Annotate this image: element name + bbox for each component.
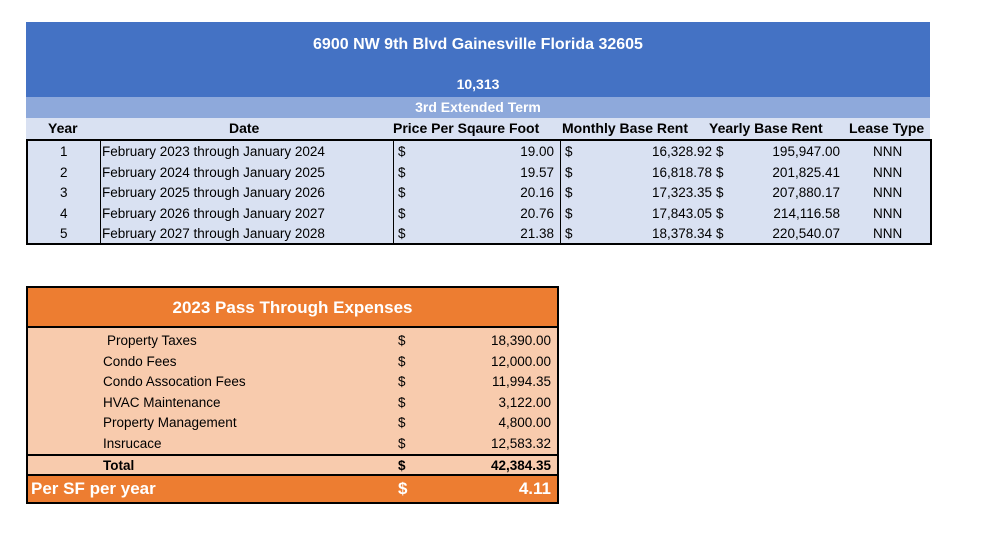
price-psf-cell: 20.76 xyxy=(520,205,554,221)
price-psf-cell: 19.57 xyxy=(520,164,554,180)
expense-amount: 18,390.00 xyxy=(490,333,551,348)
expense-label: HVAC Maintenance xyxy=(103,394,221,410)
expense-label: Condo Assocation Fees xyxy=(103,374,246,390)
expense-amount: 12,583.32 xyxy=(490,436,551,451)
list-item xyxy=(28,393,557,414)
col-header-price-psf: Price Per Sqaure Foot xyxy=(393,120,540,136)
yearly-rent-cell: 195,947.00 xyxy=(772,144,840,159)
monthly-rent-cell: 16,328.92 xyxy=(651,144,712,159)
list-item xyxy=(28,413,557,434)
price-psf-cell: 21.38 xyxy=(520,226,554,241)
expense-amount: 12,000.00 xyxy=(490,353,551,369)
expense-label: Insrucace xyxy=(103,436,162,451)
year-cell: 1 xyxy=(60,144,68,159)
yearly-rent-cell: 207,880.17 xyxy=(772,185,840,200)
total-amount: 42,384.35 xyxy=(490,458,551,473)
year-cell: 2 xyxy=(60,164,68,180)
year-cell: 4 xyxy=(60,205,68,221)
lease-table-body xyxy=(26,139,932,245)
lease-type-cell: NNN xyxy=(873,185,903,200)
lease-header xyxy=(26,22,930,97)
currency-symbol: $ xyxy=(398,205,406,221)
lease-type-cell: NNN xyxy=(873,164,903,180)
currency-symbol: $ xyxy=(565,144,573,159)
yearly-rent-cell: 201,825.41 xyxy=(772,164,840,180)
pass-through-expenses-table xyxy=(26,286,559,504)
currency-symbol: $ xyxy=(716,164,724,180)
term-label: 3rd Extended Term xyxy=(26,97,930,118)
date-cell: February 2026 through January 2027 xyxy=(102,205,325,221)
currency-symbol: $ xyxy=(398,144,406,159)
lease-type-cell: NNN xyxy=(873,205,903,221)
currency-symbol: $ xyxy=(716,205,724,221)
date-cell: February 2027 through January 2028 xyxy=(102,226,325,241)
currency-symbol: $ xyxy=(565,185,573,200)
table-row xyxy=(28,204,930,225)
currency-symbol: $ xyxy=(398,415,406,431)
currency-symbol: $ xyxy=(398,164,406,180)
monthly-rent-cell: 18,378.34 xyxy=(651,226,712,241)
list-item xyxy=(28,372,557,393)
year-cell: 3 xyxy=(60,185,68,200)
currency-symbol: $ xyxy=(398,458,406,473)
yearly-rent-cell: 214,116.58 xyxy=(773,205,840,221)
currency-symbol: $ xyxy=(398,394,406,410)
expense-amount: 11,994.35 xyxy=(491,374,551,390)
square-footage: 10,313 xyxy=(456,76,500,92)
currency-symbol: $ xyxy=(398,185,406,200)
currency-symbol: $ xyxy=(398,353,406,369)
monthly-rent-cell: 17,843.05 xyxy=(651,205,712,221)
date-cell: February 2025 through January 2026 xyxy=(102,185,325,200)
col-header-year: Year xyxy=(48,120,78,136)
year-cell: 5 xyxy=(60,226,68,241)
currency-symbol: $ xyxy=(398,374,406,390)
property-address: 6900 NW 9th Blvd Gainesville Florida 32605 xyxy=(313,36,643,53)
table-row xyxy=(28,163,930,184)
col-header-date: Date xyxy=(229,120,260,136)
expense-amount: 4,800.00 xyxy=(498,415,551,431)
currency-symbol: $ xyxy=(565,164,573,180)
price-psf-cell: 19.00 xyxy=(520,144,554,159)
lease-type-cell: NNN xyxy=(873,144,903,159)
currency-symbol: $ xyxy=(716,185,724,200)
expenses-title: 2023 Pass Through Expenses xyxy=(28,288,557,328)
total-label: Total xyxy=(103,458,135,473)
yearly-rent-cell: 220,540.07 xyxy=(772,226,840,241)
currency-symbol: $ xyxy=(716,144,724,159)
date-cell: February 2024 through January 2025 xyxy=(102,164,325,180)
date-cell: February 2023 through January 2024 xyxy=(102,144,325,159)
expense-amount: 3,122.00 xyxy=(498,394,551,410)
currency-symbol: $ xyxy=(398,333,406,348)
list-item xyxy=(28,352,557,373)
per-sf-amount: 4.11 xyxy=(518,479,551,498)
table-row xyxy=(28,224,930,245)
expense-label: Condo Fees xyxy=(103,353,177,369)
currency-symbol: $ xyxy=(398,436,406,451)
col-header-monthly: Monthly Base Rent xyxy=(562,120,689,136)
expense-label: Property Taxes xyxy=(107,333,197,348)
per-sf-row xyxy=(28,476,557,502)
lease-column-headers xyxy=(26,118,930,139)
currency-symbol: $ xyxy=(398,226,406,241)
list-item xyxy=(28,434,557,455)
per-sf-label: Per SF per year xyxy=(31,479,156,498)
expense-label: Property Management xyxy=(103,415,237,431)
list-item xyxy=(28,331,557,352)
currency-symbol: $ xyxy=(565,205,573,221)
price-psf-cell: 20.16 xyxy=(520,185,554,200)
table-row xyxy=(28,142,930,163)
currency-symbol: $ xyxy=(398,479,408,498)
monthly-rent-cell: 16,818.78 xyxy=(651,164,712,180)
lease-type-cell: NNN xyxy=(873,226,903,241)
table-row xyxy=(28,183,930,204)
total-row xyxy=(28,454,557,476)
monthly-rent-cell: 17,323.35 xyxy=(651,185,712,200)
col-header-yearly: Yearly Base Rent xyxy=(709,120,823,136)
currency-symbol: $ xyxy=(565,226,573,241)
currency-symbol: $ xyxy=(716,226,724,241)
col-header-lease-type: Lease Type xyxy=(849,120,925,136)
